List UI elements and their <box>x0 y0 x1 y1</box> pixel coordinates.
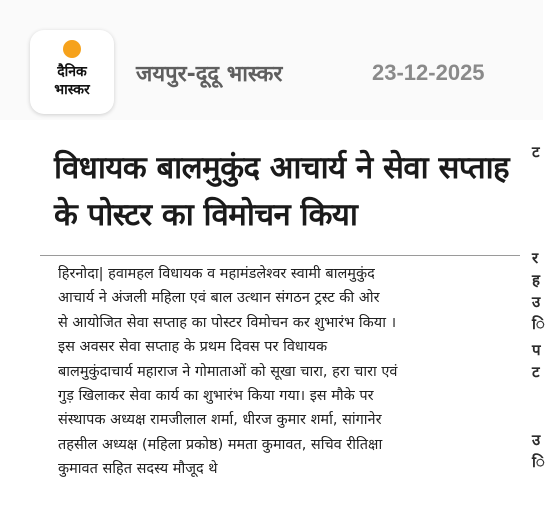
body-line: गुड़ खिलाकर सेवा कार्य का शुभारंभ किया गया। इस मौके पर <box>58 388 374 405</box>
news-article <box>40 140 520 500</box>
body-line: आचार्य ने अंजली महिला एवं बाल उत्थान संगठन ट्रस्ट की ओर <box>58 290 380 307</box>
body-line: इस अवसर सेवा सप्ताह के प्रथम दिवस पर विधायक <box>58 339 328 356</box>
body-line: तहसील अध्यक्ष (महिला प्रकोष्ठ) ममता कुमावत, सचिव रीतिक्षा <box>58 436 383 453</box>
logo-text-line1: दैनिक <box>57 64 87 80</box>
fragment-char: उ <box>532 431 541 449</box>
publication-date: 23-12-2025 <box>372 60 485 85</box>
body-line: बालमुकुंदाचार्य महाराज ने गोमाताओं को सूखा चारा, हरा चारा एवं <box>58 363 398 380</box>
fragment-char: ि <box>532 315 545 333</box>
fragment-char: ि <box>532 453 545 471</box>
article-body <box>58 262 523 482</box>
body-line: से आयोजित सेवा सप्ताह का पोस्टर विमोचन कर शुभारंभ किया । <box>58 314 397 331</box>
clipping-header <box>0 0 543 120</box>
dainik-bhaskar-logo <box>30 30 114 114</box>
logo-text-line2: भास्कर <box>54 82 90 98</box>
sun-icon <box>63 40 81 58</box>
body-line: कुमावत सहित सदस्य मौजूद थे <box>58 461 218 478</box>
edition-name: जयपुर-दूदू भास्कर <box>136 62 283 87</box>
fragment-char: उ <box>532 293 541 311</box>
fragment-char: ह <box>532 271 540 289</box>
body-line: हिरनोदा| हवामहल विधायक व महामंडलेश्वर स्वामी बालमुकुंद <box>58 266 375 282</box>
divider <box>40 255 520 256</box>
body-line: संस्थापक अध्यक्ष रामजीलाल शर्मा, धीरज कुमार शर्मा, सांगानेर <box>58 412 382 429</box>
fragment-char: प <box>532 341 541 359</box>
fragment-char: र <box>532 249 539 267</box>
article-headline: विधायक बालमुकुंद आचार्य ने सेवा सप्ताह के पोस्टर का विमोचन किया <box>54 150 510 233</box>
adjacent-column-fragment <box>528 140 543 500</box>
fragment-char: ट <box>532 363 540 381</box>
fragment-char: ट <box>532 143 540 161</box>
